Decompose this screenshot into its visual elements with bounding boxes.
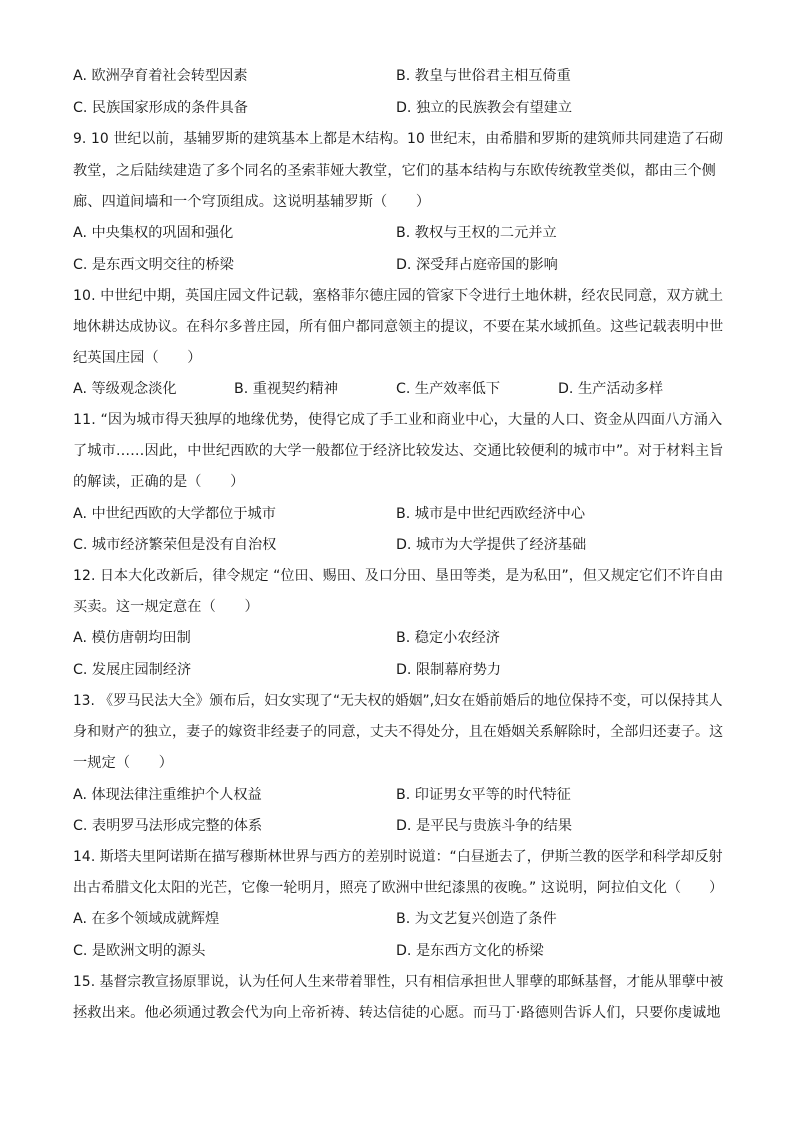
option-c[interactable]: C. 民族国家形成的条件具备	[73, 100, 248, 116]
question-9-option-d[interactable]: D. 深受拜占庭帝国的影响	[396, 257, 558, 273]
question-15-stem-line-1: 15. 基督宗教宣扬原罪说，认为任何人生来带着罪性，只有相信承担世人罪孽的耶稣基督，才能从罪孽中被	[73, 974, 724, 990]
question-10-option-a[interactable]: A. 等级观念淡化	[73, 381, 177, 397]
question-12-option-c[interactable]: C. 发展庄园制经济	[73, 662, 192, 678]
question-10-stem-line-3: 纪英国庄园（ ）	[73, 350, 202, 366]
option-a[interactable]: A. 欧洲孕育着社会转型因素	[73, 68, 248, 84]
question-12-option-d[interactable]: D. 限制幕府势力	[396, 662, 502, 678]
question-11-option-a[interactable]: A. 中世纪西欧的大学都位于城市	[73, 506, 276, 522]
question-11-option-d[interactable]: D. 城市为大学提供了经济基础	[396, 537, 587, 553]
question-14-option-b[interactable]: B. 为文艺复兴创造了条件	[396, 911, 557, 927]
option-b[interactable]: B. 教皇与世俗君主相互倚重	[396, 68, 571, 84]
question-11-option-c[interactable]: C. 城市经济繁荣但是没有自治权	[73, 537, 277, 553]
question-14-stem-line-2: 出古希腊文化太阳的光芒，它像一轮明月，照亮了欧洲中世纪漆黑的夜晚。” 这说明，阿拉伯文化（ ）	[73, 880, 724, 896]
question-11-option-b[interactable]: B. 城市是中世纪西欧经济中心	[396, 506, 586, 522]
question-11-stem-line-1: 11. “因为城市得天独厚的地缘优势，使得它成了手工业和商业中心，大量的人口、资金从四面八方涌入	[73, 412, 723, 428]
question-13-option-c[interactable]: C. 表明罗马法形成完整的体系	[73, 818, 263, 834]
question-9-stem-line-2: 教堂，之后陆续建造了多个同名的圣索菲娅大教堂，它们的基本结构与东欧传统教堂类似，都由三个侧	[73, 163, 716, 179]
question-9-option-b[interactable]: B. 教权与王权的二元并立	[396, 225, 557, 241]
question-14-option-a[interactable]: A. 在多个领域成就辉煌	[73, 911, 220, 927]
question-12-stem-line-2: 买卖。这一规定意在（ ）	[73, 599, 259, 615]
question-13-stem-line-1: 13. 《罗马民法大全》颁布后，妇女实现了“无夫权的婚姻”,妇女在婚前婚后的地位保持不变，可以保持其人	[73, 693, 723, 709]
question-14-option-d[interactable]: D. 是东西方文化的桥梁	[396, 943, 544, 959]
question-14-option-c[interactable]: C. 是欧洲文明的源头	[73, 943, 206, 959]
question-12-option-b[interactable]: B. 稳定小农经济	[396, 630, 500, 646]
question-9-stem-line-3: 廊、四道间墙和一个穹顶组成。这说明基辅罗斯（ ）	[73, 194, 431, 210]
question-10-option-d[interactable]: D. 生产活动多样	[558, 381, 664, 397]
option-d[interactable]: D. 独立的民族教会有望建立	[396, 100, 573, 116]
question-10-stem-line-1: 10. 中世纪中期，英国庄园文件记载，塞格菲尔德庄园的管家下令进行土地休耕，经农民同意，双方就土	[73, 288, 724, 304]
question-10-option-b[interactable]: B. 重视契约精神	[234, 381, 338, 397]
question-12-option-a[interactable]: A. 模仿唐朝均田制	[73, 630, 191, 646]
question-13-option-a[interactable]: A. 体现法律注重维护个人权益	[73, 787, 262, 803]
question-9-option-c[interactable]: C. 是东西文明交往的桥梁	[73, 257, 234, 273]
question-11-stem-line-2: 了城市……因此，中世纪西欧的大学一般都位于经济比较发达、交通比较便利的城市中”。对于材料主旨	[73, 443, 724, 459]
question-13-stem-line-3: 一规定（ ）	[73, 755, 174, 771]
question-9-option-a[interactable]: A. 中央集权的巩固和强化	[73, 225, 234, 241]
question-12-stem-line-1: 12. 日本大化改新后，律令规定 “位田、赐田、及口分田、垦田等类，是为私田”，但又规定它们不许自由	[73, 568, 724, 584]
question-13-stem-line-2: 身和财产的独立，妻子的嫁资非经妻子的同意，丈夫不得处分，且在婚姻关系解除时，全部归还妻子。这	[73, 724, 724, 740]
question-14-stem-line-1: 14. 斯塔夫里阿诺斯在描写穆斯林世界与西方的差别时说道：“白昼逝去了，伊斯兰教的医学和科学却反射	[73, 849, 723, 865]
question-10-option-c[interactable]: C. 生产效率低下	[396, 381, 501, 397]
question-10-stem-line-2: 地休耕达成协议。在科尔多普庄园，所有佃户都同意领主的提议，不要在某水域抓鱼。这些记载表明中世	[73, 319, 724, 335]
question-13-option-b[interactable]: B. 印证男女平等的时代特征	[396, 787, 571, 803]
question-9-stem-line-1: 9. 10 世纪以前，基辅罗斯的建筑基本上都是木结构。10 世纪末，由希腊和罗斯的建筑师共同建造了石砌	[73, 131, 724, 147]
question-13-option-d[interactable]: D. 是平民与贵族斗争的结果	[396, 818, 573, 834]
question-15-stem-line-2: 拯救出来。他必须通过教会代为向上帝祈祷、转达信徒的心愿。而马丁·路德则告诉人们，只要你虔诚地	[73, 1005, 721, 1021]
question-11-stem-line-3: 的解读，正确的是（ ）	[73, 474, 245, 490]
